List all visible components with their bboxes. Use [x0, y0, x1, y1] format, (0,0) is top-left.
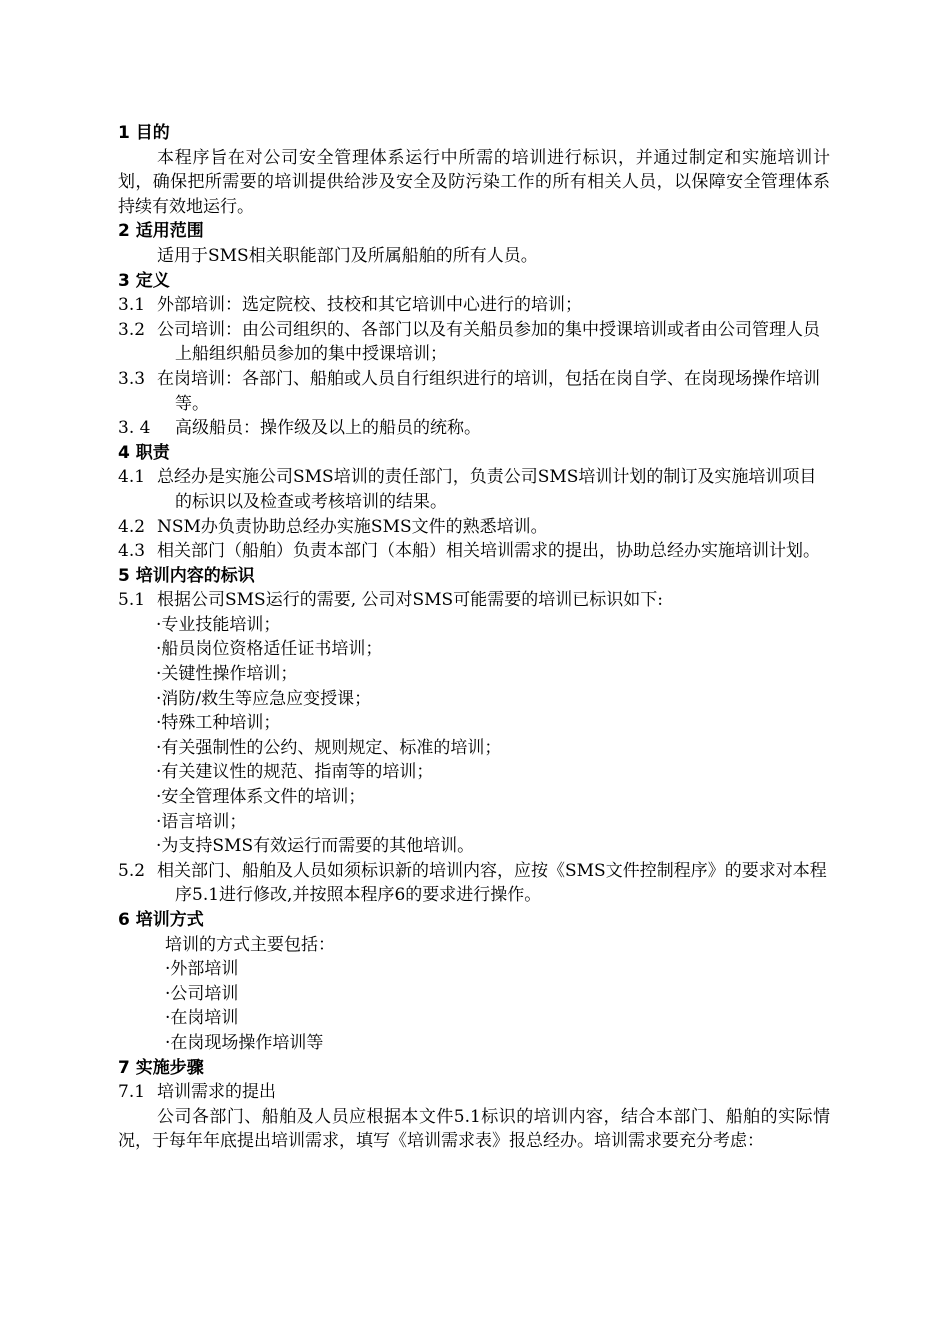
- training-needs-paragraph: 公司各部门、船舶及人员应根据本文件5.1标识的培训内容，结合本部门、船舶的实际情况，于每年年底提出培训需求，填写《培训需求表》报总经办。培训需求要充分考虑：: [118, 1106, 830, 1152]
- training-content-bullet: ·消防/救生等应急应变授课；: [156, 688, 372, 709]
- clause-text: 高级船员：操作级及以上的船员的统称。: [175, 418, 481, 439]
- clause-text: 在岗培训：各部门、船舶或人员自行组织进行的培训，包括在岗自学、在岗现场操作培训等。: [157, 368, 820, 414]
- clause-number: 4.3: [118, 541, 146, 562]
- section-heading-purpose: 1 目的: [118, 123, 170, 143]
- document-body: [118, 121, 830, 1154]
- clause-number: 7.1: [118, 1082, 146, 1103]
- training-content-bullet: ·船员岗位资格适任证书培训；: [156, 639, 383, 660]
- definition-item: [118, 293, 830, 318]
- training-content-bullet: ·关键性操作培训；: [156, 664, 298, 685]
- clause-number: 4.2: [118, 516, 146, 537]
- training-content-bullet: ·特殊工种培训；: [156, 713, 281, 734]
- clause-text: 公司培训：由公司组织的、各部门以及有关船员参加的集中授课培训或者由公司管理人员上船组织船员参加的集中授课培训；: [157, 319, 820, 365]
- training-method-bullet: ·外部培训: [165, 959, 239, 980]
- section-heading-training-methods: 6 培训方式: [118, 910, 204, 930]
- section-heading-implementation: 7 实施步骤: [118, 1057, 204, 1078]
- training-method-bullet: ·公司培训: [165, 983, 239, 1004]
- training-content-bullet: ·为支持SMS有效运行而需要的其他培训。: [156, 836, 475, 857]
- clause-text: 培训需求的提出: [157, 1082, 276, 1103]
- section-heading-responsibilities: 4 职责: [118, 442, 170, 463]
- clause-text: 相关部门（船舶）负责本部门（本船）相关培训需求的提出，协助总经办实施培训计划。: [157, 541, 820, 562]
- training-method-bullet: ·在岗现场操作培训等: [165, 1032, 324, 1053]
- clause-text: 总经办是实施公司SMS培训的责任部门，负责公司SMS培训计划的制订及实施培训项目的标识以及检查或考核培训的结果。: [157, 467, 817, 512]
- training-method-bullet: ·在岗培训: [165, 1008, 239, 1029]
- section-heading-scope: 2 适用范围: [118, 221, 204, 242]
- scope-paragraph: 适用于SMS相关职能部门及所属船舶的所有人员。: [157, 245, 538, 266]
- clause-number: 3.2: [118, 319, 146, 340]
- training-content-bullet: ·有关强制性的公约、规则规定、标准的培训；: [156, 737, 502, 758]
- training-content-bullet: ·语言培训；: [156, 811, 247, 832]
- training-content-bullet: ·有关建议性的规范、指南等的培训；: [156, 762, 434, 783]
- clause-number: 3.3: [118, 368, 146, 389]
- clause-text: 外部培训：选定院校、技校和其它培训中心进行的培训；: [157, 295, 582, 316]
- section-heading-training-content: 5 培训内容的标识: [118, 565, 255, 586]
- clause-number: 3. 4: [118, 418, 151, 439]
- subsection-heading: [118, 1080, 830, 1105]
- definition-item: [118, 416, 830, 441]
- clause-number: 3.1: [118, 295, 146, 316]
- clause-number: 5.2: [118, 860, 146, 881]
- responsibility-item: [118, 539, 830, 564]
- clause-number: 5.1: [118, 590, 146, 611]
- training-methods-intro: 培训的方式主要包括：: [165, 934, 335, 955]
- definition-item: [118, 367, 830, 416]
- clause-number: 4.1: [118, 467, 146, 488]
- clause-text: NSM办负责协助总经办实施SMS文件的熟悉培训。: [157, 516, 548, 537]
- training-content-bullet: ·专业技能培训；: [156, 614, 281, 635]
- clause-text: 根据公司SMS运行的需要, 公司对SMS可能需要的培训已标识如下:: [157, 590, 663, 611]
- training-content-item: [118, 588, 830, 613]
- purpose-paragraph: 本程序旨在对公司安全管理体系运行中所需的培训进行标识，并通过制定和实施培训计划，确保把所需要的培训提供给涉及安全及防污染工作的所有相关人员，以保障安全管理体系持续有效地运行。: [118, 147, 830, 217]
- training-content-item: [118, 859, 830, 908]
- clause-text: 相关部门、船舶及人员如须标识新的培训内容，应按《SMS文件控制程序》的要求对本程序5.1进行修改,并按照本程序6的要求进行操作。: [157, 860, 827, 906]
- responsibility-item: [118, 465, 830, 514]
- definition-item: [118, 318, 830, 367]
- responsibility-item: [118, 515, 830, 540]
- section-heading-definitions: 3 定义: [118, 270, 170, 291]
- training-content-bullet: ·安全管理体系文件的培训；: [156, 787, 366, 808]
